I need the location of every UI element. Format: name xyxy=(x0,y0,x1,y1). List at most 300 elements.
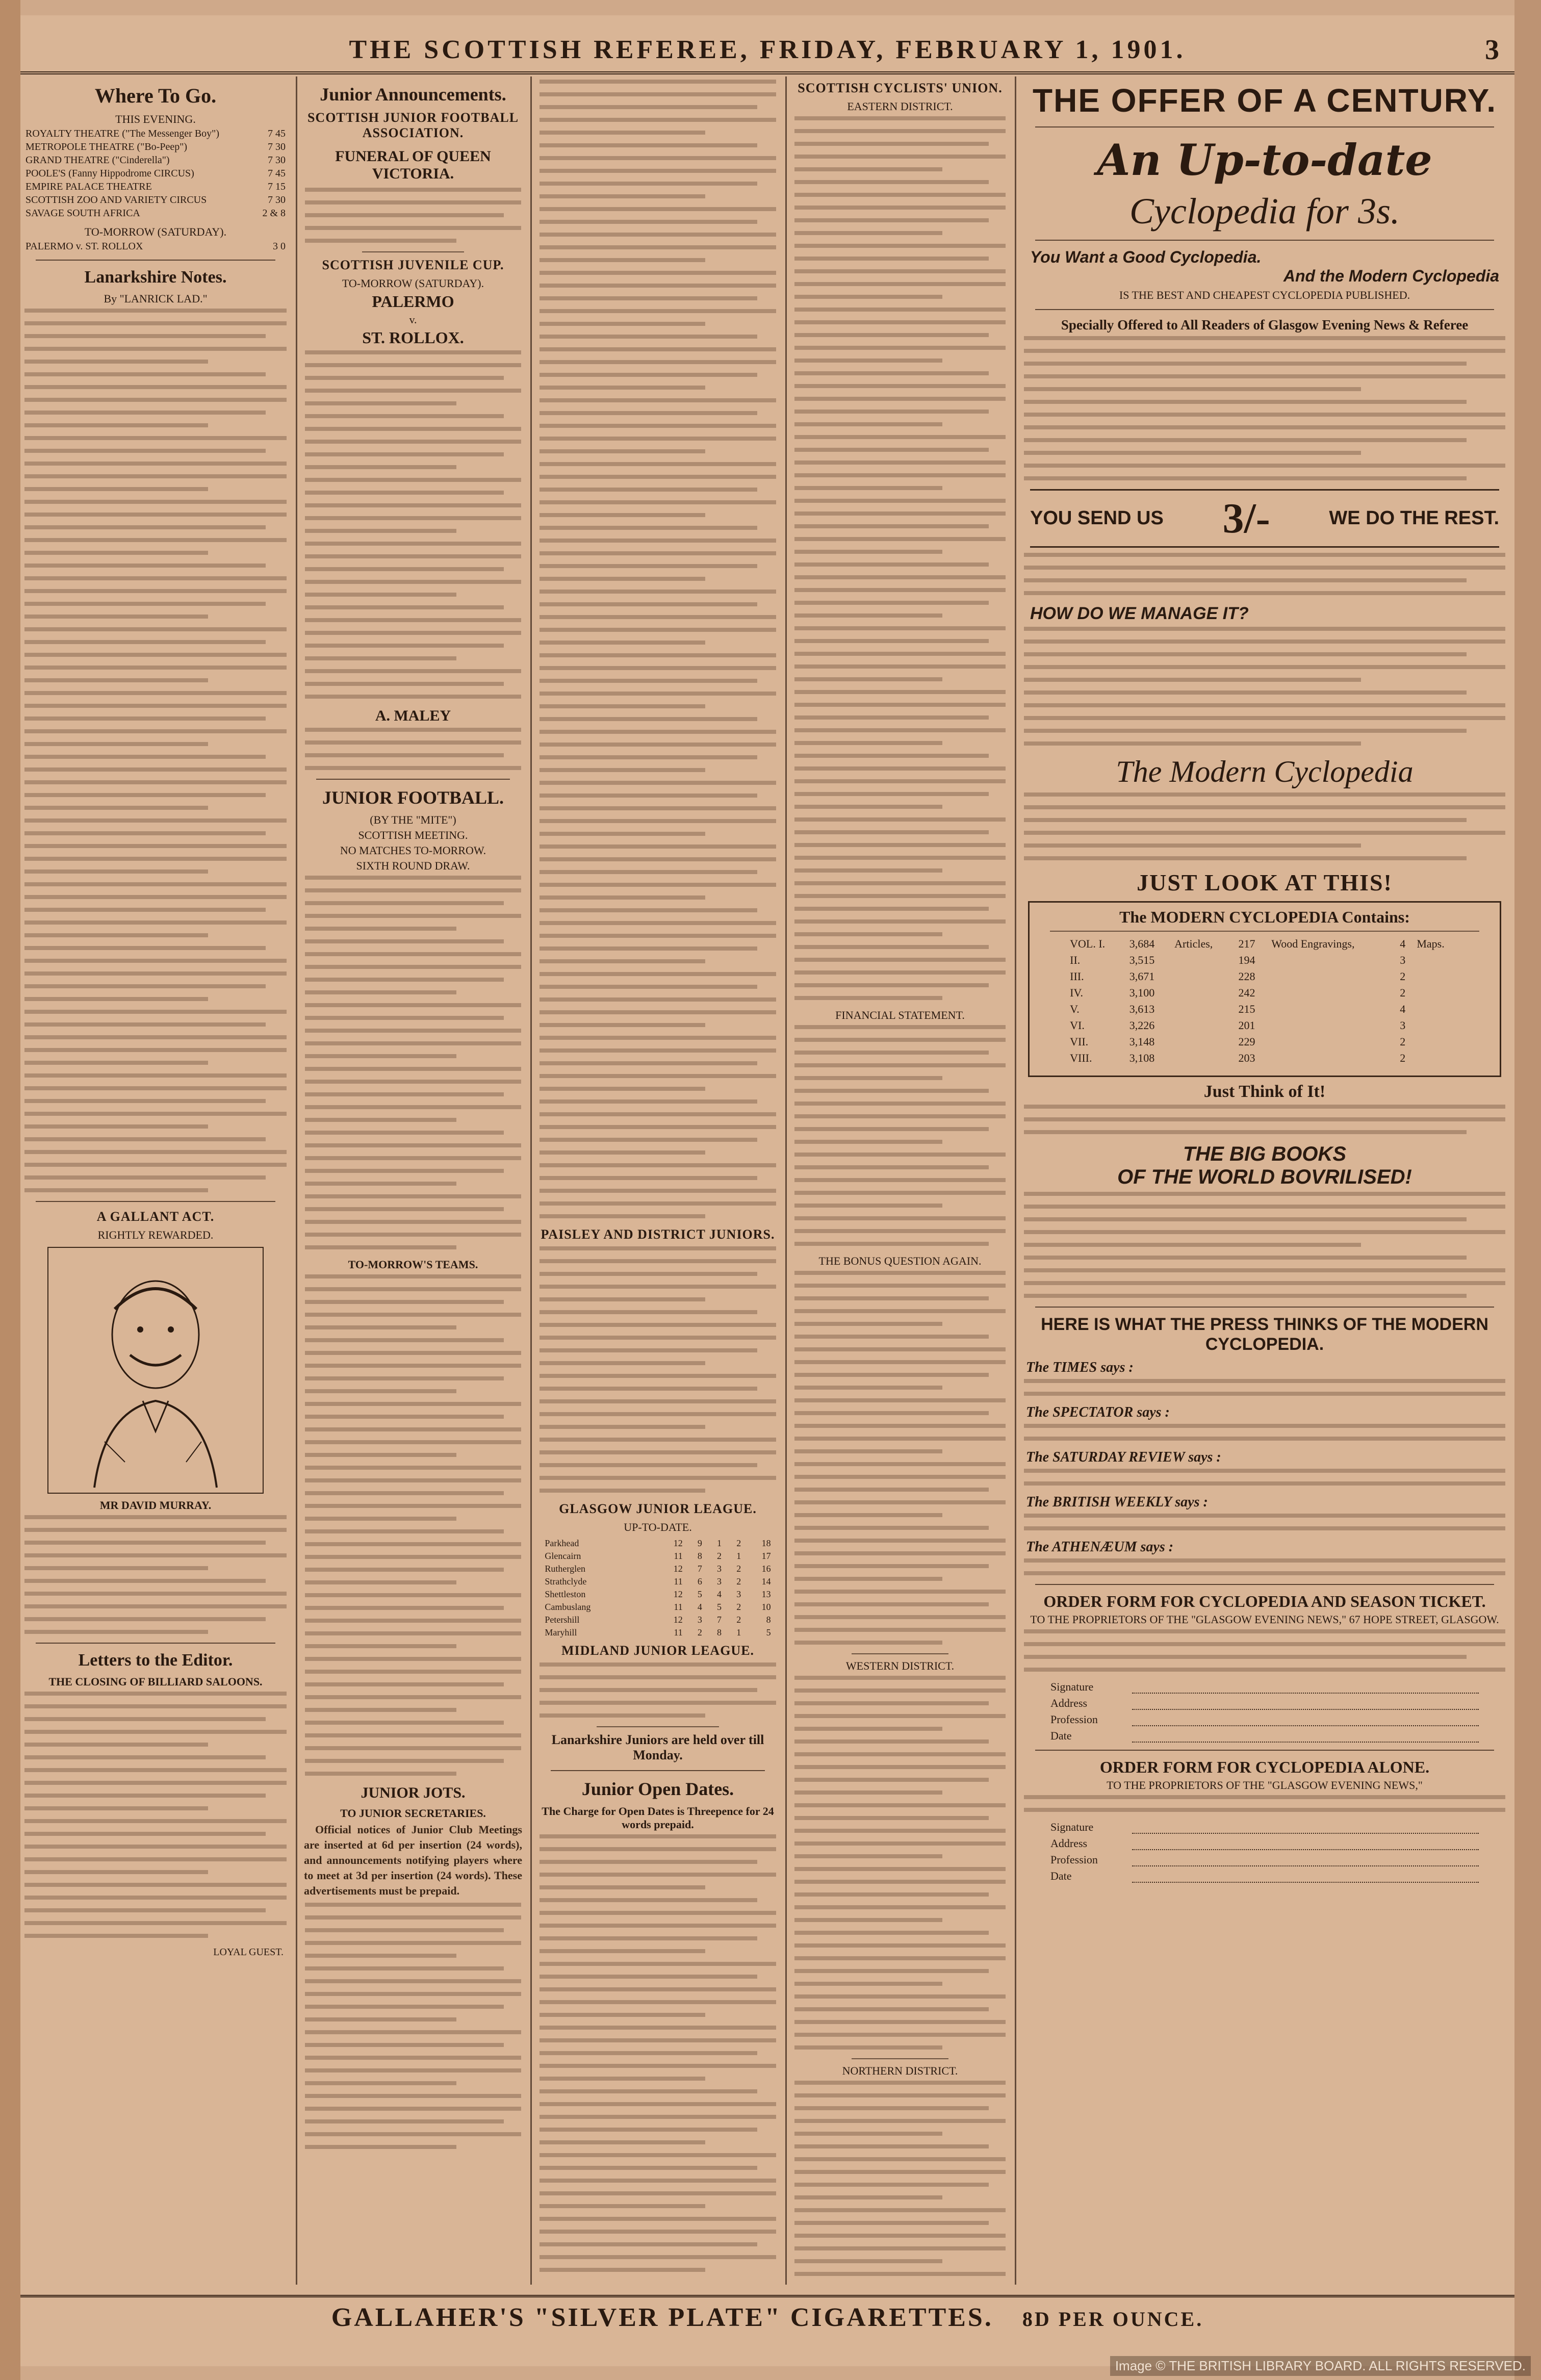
eastern-heading: EASTERN DISTRICT. xyxy=(847,100,953,113)
volume-row xyxy=(1067,952,1462,968)
just-look-heading: JUST LOOK AT THIS! xyxy=(1137,869,1393,895)
league-cell: 12 xyxy=(673,1564,683,1574)
maps-label xyxy=(1414,952,1462,968)
divider xyxy=(316,779,510,780)
listing-row xyxy=(25,155,286,166)
league-cell: 1 xyxy=(736,1627,741,1637)
league-cell: 4 xyxy=(717,1589,722,1599)
modern-line: And the Modern Cyclopedia xyxy=(1283,267,1499,285)
volume-articles: 3,671 xyxy=(1129,970,1155,983)
junior-football-heading: JUNIOR FOOTBALL. xyxy=(322,787,504,808)
cyclopedia-heading: Cyclopedia for 3s. xyxy=(1129,191,1400,232)
volume-label: VOL. I. xyxy=(1070,937,1106,950)
tomorrow-label: TO-MORROW (SATURDAY). xyxy=(342,277,484,290)
volume-engravings: 201 xyxy=(1238,1019,1255,1032)
league-cell: Glencairn xyxy=(545,1551,581,1561)
volume-engravings: 215 xyxy=(1238,1003,1255,1015)
press-quote-label: The BRITISH WEEKLY says : xyxy=(1026,1494,1208,1510)
notice-text xyxy=(305,728,521,770)
league-row xyxy=(543,1537,773,1550)
league-cell: Shettleston xyxy=(545,1589,586,1599)
league-cell: 11 xyxy=(674,1551,683,1561)
league-cell: Maryhill xyxy=(545,1627,577,1637)
league-row xyxy=(543,1563,773,1575)
maps-label: Maps. xyxy=(1417,937,1445,950)
order-field-blank[interactable] xyxy=(1132,1873,1479,1883)
tomorrow-teams: TO-MORROW'S TEAMS. xyxy=(348,1258,478,1271)
league-cell: Rutherglen xyxy=(545,1564,586,1574)
league-cell: 8 xyxy=(697,1551,702,1561)
league-cell: 11 xyxy=(674,1576,683,1586)
order-field-label: Profession xyxy=(1050,1713,1098,1726)
article-text xyxy=(794,1025,1006,1246)
league-cell: 9 xyxy=(697,1538,702,1548)
versus: v. xyxy=(409,313,417,326)
volume-engravings: 242 xyxy=(1238,986,1255,999)
sjfa-heading: SCOTTISH JUNIOR FOOTBALL ASSOCIATION. xyxy=(307,110,519,140)
articles-label xyxy=(1171,985,1235,1001)
volume-row xyxy=(1067,1050,1462,1066)
order-text xyxy=(1024,1795,1505,1812)
volume-articles: 3,684 xyxy=(1129,937,1155,950)
order-form-2-heading: ORDER FORM FOR CYCLOPEDIA ALONE. xyxy=(1099,1758,1430,1776)
portrait-illustration xyxy=(48,1248,263,1493)
league-row xyxy=(543,1550,773,1563)
league-cell: 5 xyxy=(766,1627,771,1637)
articles-label xyxy=(1171,952,1235,968)
volume-engravings: 217 xyxy=(1238,937,1255,950)
order-form-2-fields xyxy=(1020,1821,1509,1883)
order-field-blank[interactable] xyxy=(1132,1700,1479,1710)
volume-maps: 2 xyxy=(1400,970,1406,983)
article-text xyxy=(305,1903,521,2149)
send-us-label: YOU SEND US xyxy=(1030,507,1164,529)
page-number: 3 xyxy=(1485,34,1499,66)
uptodate-heading: An Up-to-date xyxy=(1097,135,1432,185)
bonus-heading: THE BONUS QUESTION AGAIN. xyxy=(818,1255,982,1267)
gallant-caption: A GALLANT ACT. xyxy=(96,1209,215,1224)
ad-text xyxy=(1024,627,1505,746)
order-field-row xyxy=(1050,1713,1479,1726)
listing-name: GRAND THEATRE ("Cinderella") xyxy=(25,155,170,166)
article-text xyxy=(540,1246,776,1493)
juvenile-cup-heading: SCOTTISH JUVENILE CUP. xyxy=(322,258,504,272)
divider xyxy=(1050,931,1479,932)
newspaper-page xyxy=(20,15,1514,2366)
order-field-blank[interactable] xyxy=(1132,1683,1479,1694)
byline: (BY THE "MITE") xyxy=(370,813,456,826)
article-text xyxy=(794,1271,1006,1645)
press-quote-label: The TIMES says : xyxy=(1026,1360,1134,1375)
league-cell: 2 xyxy=(697,1627,702,1637)
we-do-label: WE DO THE REST. xyxy=(1329,507,1499,529)
divider xyxy=(1035,240,1494,241)
order-field-row xyxy=(1050,1837,1479,1850)
volume-maps: 2 xyxy=(1400,986,1406,999)
league-cell: Parkhead xyxy=(545,1538,579,1548)
order-field-label: Address xyxy=(1050,1697,1088,1709)
price-amount: 3/- xyxy=(1222,495,1270,542)
articles-label xyxy=(1171,1017,1235,1034)
ad-text xyxy=(1024,792,1505,860)
engravings-label xyxy=(1268,1017,1397,1034)
league-cell: 1 xyxy=(736,1551,741,1561)
divider xyxy=(1035,309,1494,310)
gallant-sub: RIGHTLY REWARDED. xyxy=(97,1229,214,1241)
big-books-heading: THE BIG BOOKS xyxy=(1183,1143,1347,1165)
press-quote xyxy=(1024,1514,1505,1530)
listing-row xyxy=(25,181,286,193)
league-cell: 8 xyxy=(717,1627,722,1637)
listing-name: EMPIRE PALACE THEATRE xyxy=(25,181,152,192)
league-cell: 1 xyxy=(717,1538,722,1548)
volume-row xyxy=(1067,1017,1462,1034)
contents-box xyxy=(1028,901,1501,1077)
order-field-blank[interactable] xyxy=(1132,1824,1479,1834)
letters-heading: Letters to the Editor. xyxy=(78,1651,233,1670)
modern-script-heading: The Modern Cyclopedia xyxy=(1116,755,1414,788)
volume-articles: 3,100 xyxy=(1129,986,1155,999)
volume-label: VII. xyxy=(1070,1035,1089,1048)
league-cell: 2 xyxy=(736,1602,741,1612)
league-cell: 2 xyxy=(736,1538,741,1548)
order-field-row xyxy=(1050,1870,1479,1883)
where-to-go-heading: Where To Go. xyxy=(94,84,217,107)
how-heading: HOW DO WE MANAGE IT? xyxy=(1030,604,1249,623)
glasgow-league-heading: GLASGOW JUNIOR LEAGUE. xyxy=(559,1501,757,1516)
column-2 xyxy=(301,76,525,2285)
portrait-caption: MR DAVID MURRAY. xyxy=(99,1499,212,1512)
byline: By "LANRICK LAD." xyxy=(104,292,208,305)
league-cell: 11 xyxy=(674,1602,683,1612)
league-cell: 2 xyxy=(717,1551,722,1561)
page-edge-right xyxy=(1514,0,1541,2380)
volumes-table xyxy=(1067,936,1462,1066)
press-quote xyxy=(1024,1379,1505,1396)
volume-articles: 3,613 xyxy=(1129,1003,1155,1015)
footer-text: GALLAHER'S "SILVER PLATE" CIGARETTES. xyxy=(331,2303,993,2332)
league-cell: 3 xyxy=(717,1576,722,1586)
article-text xyxy=(540,80,776,1218)
volume-row xyxy=(1067,1034,1462,1050)
listing-time: 2 & 8 xyxy=(262,208,286,219)
northern-heading: NORTHERN DISTRICT. xyxy=(842,2064,958,2077)
league-cell: 3 xyxy=(736,1589,741,1599)
letters-subheading: THE CLOSING OF BILLIARD SALOONS. xyxy=(48,1675,263,1688)
divider xyxy=(36,1201,275,1202)
volume-label: V. xyxy=(1070,1003,1080,1015)
listing-name: POOLE'S (Fanny Hippodrome CIRCUS) xyxy=(25,168,194,179)
volume-maps: 4 xyxy=(1400,1003,1406,1015)
league-cell: 12 xyxy=(673,1615,683,1625)
volume-maps: 2 xyxy=(1400,1052,1406,1064)
paisley-heading: PAISLEY AND DISTRICT JUNIORS. xyxy=(541,1227,775,1242)
divider xyxy=(36,1643,275,1644)
divider xyxy=(36,260,275,261)
engravings-label xyxy=(1268,985,1397,1001)
articles-label xyxy=(1171,968,1235,985)
order-field-row xyxy=(1050,1821,1479,1834)
order-form-1-heading: ORDER FORM FOR CYCLOPEDIA AND SEASON TICKET. xyxy=(1043,1592,1486,1610)
order-field-blank[interactable] xyxy=(1132,1840,1479,1850)
divider xyxy=(1035,1307,1494,1308)
notice-text xyxy=(305,188,521,243)
bovrilised-heading: OF THE WORLD BOVRILISED! xyxy=(1117,1166,1412,1188)
league-row xyxy=(543,1575,773,1588)
listing-time: 7 30 xyxy=(268,194,286,206)
up-to-date: UP-TO-DATE. xyxy=(624,1521,692,1533)
volume-row xyxy=(1067,1001,1462,1017)
listing-time: 7 30 xyxy=(268,141,286,152)
league-cell: 13 xyxy=(761,1589,771,1599)
engravings-label xyxy=(1268,952,1397,968)
league-cell: 2 xyxy=(736,1576,741,1586)
engravings-label: Wood Engravings, xyxy=(1271,937,1355,950)
maps-label xyxy=(1414,1050,1462,1066)
divider xyxy=(362,251,464,252)
volume-articles: 3,226 xyxy=(1129,1019,1155,1032)
league-row xyxy=(543,1614,773,1626)
league-cell: 11 xyxy=(674,1627,683,1637)
order-field-label: Date xyxy=(1050,1729,1072,1742)
ad-text xyxy=(1024,336,1505,480)
volume-label: II. xyxy=(1070,954,1081,966)
listing-name: PALERMO v. ST. ROLLOX xyxy=(25,241,143,252)
order-field-blank[interactable] xyxy=(1132,1856,1479,1866)
maps-label xyxy=(1414,1001,1462,1017)
column-rule xyxy=(296,76,297,2285)
league-cell: 12 xyxy=(673,1538,683,1548)
divider xyxy=(597,1726,719,1727)
lanark-held-notice: Lanarkshire Juniors are held over till Monday. xyxy=(551,1732,764,1762)
sixth-round: SIXTH ROUND DRAW. xyxy=(356,859,470,872)
maps-label xyxy=(1414,1034,1462,1050)
league-cell: 2 xyxy=(736,1564,741,1574)
article-text xyxy=(794,2081,1006,2285)
official-notice: Official notices of Junior Club Meetings are inserted at 6d per insertion (24 words), and announcements notifying players where to meet at 3d per insertion (24 words). These advertisements must be prepaid. xyxy=(304,1823,522,1897)
listing-time: 7 15 xyxy=(268,181,286,192)
league-cell: 17 xyxy=(761,1551,771,1561)
league-cell: 8 xyxy=(766,1615,771,1625)
order-form-1-fields xyxy=(1020,1680,1509,1743)
press-quote xyxy=(1024,1424,1505,1441)
column-1 xyxy=(20,76,291,2285)
listing-time: 7 30 xyxy=(268,155,286,166)
think-heading: Just Think of It! xyxy=(1203,1082,1326,1101)
volume-engravings: 203 xyxy=(1238,1052,1255,1064)
league-row xyxy=(543,1588,773,1601)
article-text xyxy=(794,1676,1006,2050)
open-dates-heading: Junior Open Dates. xyxy=(581,1779,734,1799)
want-line: You Want a Good Cyclopedia. xyxy=(1030,248,1262,266)
league-cell: 12 xyxy=(673,1589,683,1599)
volume-articles: 3,515 xyxy=(1129,954,1155,966)
divider xyxy=(852,2058,948,2059)
sjf-meeting: SCOTTISH MEETING. xyxy=(358,829,468,841)
western-heading: WESTERN DISTRICT. xyxy=(845,1659,955,1672)
image-credit: Image © THE BRITISH LIBRARY BOARD. ALL RIGHTS RESERVED. xyxy=(1110,2356,1531,2376)
articles-label: Articles, xyxy=(1174,937,1213,950)
article-text xyxy=(794,116,1006,1000)
volume-articles: 3,108 xyxy=(1129,1052,1155,1064)
tomorrow-label: TO-MORROW (SATURDAY). xyxy=(84,225,227,238)
engravings-label xyxy=(1268,1034,1397,1050)
column-4 xyxy=(790,76,1010,2285)
divider xyxy=(1035,1750,1494,1751)
article-text xyxy=(24,1515,287,1634)
league-cell: 4 xyxy=(697,1602,702,1612)
volume-label: IV. xyxy=(1070,986,1084,999)
league-cell: 5 xyxy=(697,1589,702,1599)
article-text xyxy=(24,309,287,1192)
league-row xyxy=(543,1601,773,1614)
articles-label xyxy=(1171,1034,1235,1050)
funeral-heading: FUNERAL OF QUEEN VICTORIA. xyxy=(335,148,491,182)
press-quote-label: The SPECTATOR says : xyxy=(1026,1404,1170,1420)
this-evening-label: THIS EVENING. xyxy=(115,113,196,125)
maps-label xyxy=(1414,968,1462,985)
press-heading: HERE IS WHAT THE PRESS THINKS OF THE MODERN CYCLOPEDIA. xyxy=(1041,1315,1488,1354)
league-cell: Cambuslang xyxy=(545,1602,591,1612)
ad-text xyxy=(1024,1105,1505,1134)
league-cell: 6 xyxy=(697,1576,702,1586)
listing-time: 3 0 xyxy=(273,241,286,252)
divider xyxy=(1035,1584,1494,1585)
footer-price: 8D PER OUNCE. xyxy=(1022,2308,1204,2331)
league-cell: Strathclyde xyxy=(545,1576,587,1586)
article-text xyxy=(305,1274,521,1776)
press-quote xyxy=(1024,1558,1505,1575)
notice-text xyxy=(305,350,521,699)
article-text xyxy=(540,1834,776,2272)
league-cell: 2 xyxy=(736,1615,741,1625)
league-cell: 7 xyxy=(717,1615,722,1625)
specially-offered: Specially Offered to All Readers of Glasgow Evening News & Referee xyxy=(1061,317,1469,332)
volume-label: VI. xyxy=(1070,1019,1085,1032)
volume-maps: 4 xyxy=(1400,937,1406,950)
league-cell: 18 xyxy=(761,1538,771,1548)
best-line: IS THE BEST AND CHEAPEST CYCLOPEDIA PUBLISHED. xyxy=(1119,289,1410,301)
offer-heading: THE OFFER OF A CENTURY. xyxy=(1033,82,1497,119)
maps-label xyxy=(1414,1017,1462,1034)
order-field-label: Signature xyxy=(1050,1821,1094,1833)
ad-text xyxy=(1024,1192,1505,1298)
listing-name: SCOTTISH ZOO AND VARIETY CIRCUS xyxy=(25,194,207,206)
volume-label: III. xyxy=(1070,970,1084,983)
order-field-row xyxy=(1050,1853,1479,1866)
listing-row xyxy=(25,128,286,140)
article-text xyxy=(540,1662,776,1718)
engravings-label xyxy=(1268,968,1397,985)
column-3 xyxy=(535,76,780,2285)
engravings-label xyxy=(1268,1050,1397,1066)
order-field-label: Date xyxy=(1050,1870,1072,1882)
order-field-row xyxy=(1050,1729,1479,1743)
press-quote-label: The ATHENÆUM says : xyxy=(1026,1539,1174,1555)
junior-announcements-heading: Junior Announcements. xyxy=(320,84,506,105)
listing-row xyxy=(25,168,286,180)
order-form-1-sub: TO THE PROPRIETORS OF THE "GLASGOW EVENING NEWS," 67 HOPE STREET, GLASGOW. xyxy=(1030,1613,1499,1626)
volume-label: VIII. xyxy=(1070,1052,1092,1064)
listing-name: SAVAGE SOUTH AFRICA xyxy=(25,208,140,219)
volume-row xyxy=(1067,968,1462,985)
listing-time: 7 45 xyxy=(268,168,286,179)
engravings-label xyxy=(1268,1001,1397,1017)
send-us-banner xyxy=(1030,489,1499,548)
order-field-blank[interactable] xyxy=(1132,1716,1479,1726)
league-cell: 16 xyxy=(761,1564,771,1574)
cyclists-heading: SCOTTISH CYCLISTS' UNION. xyxy=(798,81,1003,95)
league-cell: Petershill xyxy=(545,1615,580,1625)
financial-heading: FINANCIAL STATEMENT. xyxy=(835,1009,965,1021)
listing-time: 7 45 xyxy=(268,128,286,139)
order-field-row xyxy=(1050,1697,1479,1710)
order-form-2-sub: TO THE PROPRIETORS OF THE "GLASGOW EVENING NEWS," xyxy=(1107,1779,1423,1792)
article-text xyxy=(24,1692,287,1938)
league-cell: 3 xyxy=(697,1615,702,1625)
volume-row xyxy=(1067,936,1462,952)
volume-engravings: 194 xyxy=(1238,954,1255,966)
midland-heading: MIDLAND JUNIOR LEAGUE. xyxy=(561,1643,755,1658)
articles-label xyxy=(1171,1001,1235,1017)
column-rule xyxy=(785,76,787,2285)
article-text xyxy=(305,876,521,1249)
column-rule xyxy=(530,76,532,2285)
maley-ad: A. MALEY xyxy=(375,707,451,724)
league-cell: 5 xyxy=(717,1602,722,1612)
ad-text xyxy=(1024,553,1505,595)
lanarkshire-heading: Lanarkshire Notes. xyxy=(84,268,227,287)
volume-row xyxy=(1067,985,1462,1001)
divider xyxy=(1035,126,1494,127)
press-quote-label: The SATURDAY REVIEW says : xyxy=(1026,1449,1221,1465)
team-palermo: PALERMO xyxy=(372,292,454,311)
masthead xyxy=(20,31,1514,74)
no-matches: NO MATCHES TO-MORROW. xyxy=(340,844,486,857)
maps-label xyxy=(1414,985,1462,1001)
league-row xyxy=(543,1626,773,1639)
listing-row xyxy=(25,241,286,252)
league-cell: 7 xyxy=(697,1564,702,1574)
contains-heading: The MODERN CYCLOPEDIA Contains: xyxy=(1119,908,1410,926)
volume-maps: 3 xyxy=(1400,954,1406,966)
divider xyxy=(551,1770,765,1771)
listing-row xyxy=(25,194,286,206)
press-quote xyxy=(1024,1469,1505,1486)
divider xyxy=(852,1653,948,1654)
league-cell: 10 xyxy=(761,1602,771,1612)
order-field-blank[interactable] xyxy=(1132,1732,1479,1743)
signature: LOYAL GUEST. xyxy=(213,1947,284,1958)
league-cell: 14 xyxy=(761,1576,771,1586)
league-table xyxy=(543,1537,773,1639)
league-cell: 3 xyxy=(717,1564,722,1574)
order-field-label: Signature xyxy=(1050,1680,1094,1693)
order-field-label: Address xyxy=(1050,1837,1088,1850)
articles-label xyxy=(1171,1050,1235,1066)
junior-jots-heading: JUNIOR JOTS. xyxy=(361,1784,466,1801)
volume-maps: 2 xyxy=(1400,1035,1406,1048)
listing-row xyxy=(25,141,286,153)
order-field-row xyxy=(1050,1680,1479,1694)
listing-row xyxy=(25,208,286,219)
open-dates-charge: The Charge for Open Dates is Threepence for 24 words prepaid. xyxy=(542,1805,774,1831)
listing-name: METROPOLE THEATRE ("Bo-Peep") xyxy=(25,141,188,152)
volume-engravings: 228 xyxy=(1238,970,1255,983)
secretaries-heading: TO JUNIOR SECRETARIES. xyxy=(340,1807,486,1820)
listings xyxy=(20,128,291,219)
portrait-engraving xyxy=(47,1247,264,1494)
